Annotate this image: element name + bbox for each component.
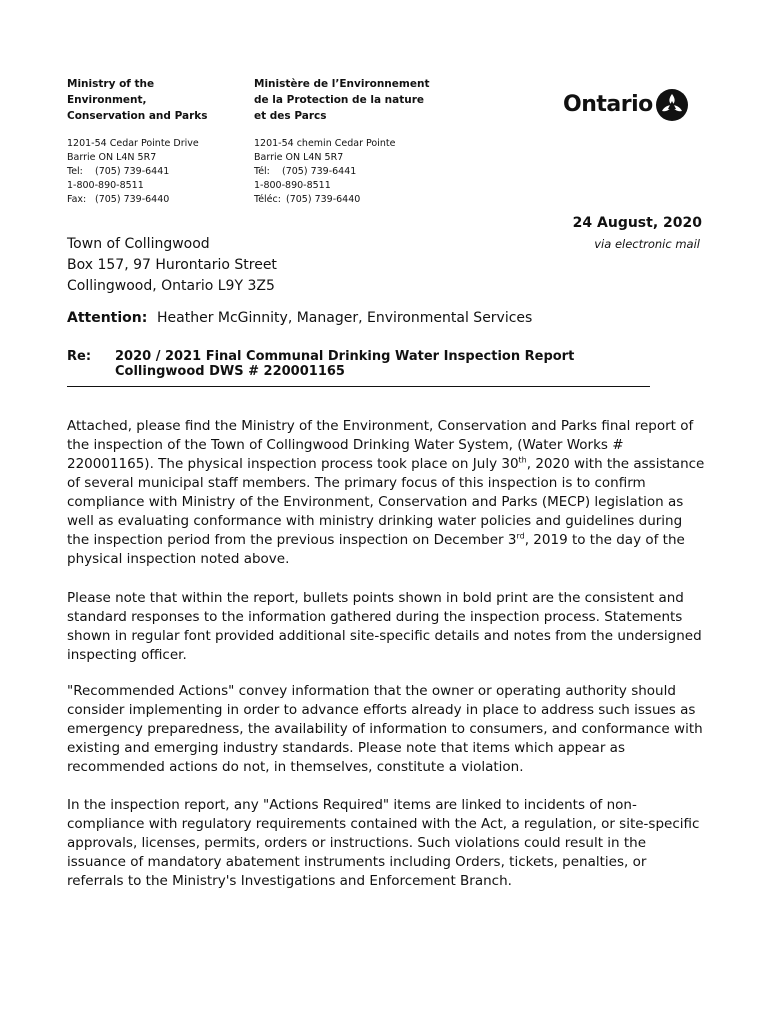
ministry-name-fr: Ministère de l’Environnement de la Protection de la nature et des Parcs xyxy=(254,78,430,122)
body-paragraph-4: In the inspection report, any "Actions Required" items are linked to incidents of non-compliance with regulatory requirements contained with the Act, a regulation, or site-specific approvals, licenses, permits, orders or instructions. Such violations could result in the issuance of mandatory abatement instruments including Orders, tickets, penalties, or referrals to the Ministry's Investigations and Enforcement Branch. xyxy=(67,797,700,889)
subject-line: Re: 2020 / 2021 Final Communal Drinking Water Inspection Report Collingwood DWS # 220001165 xyxy=(67,349,575,379)
ministry-address-en: 1201-54 Cedar Pointe Drive Barrie ON L4N 5R7 Tel: (705) 739-6441 1-800-890-8511 Fax: (705) 739-6440 xyxy=(67,138,199,205)
body-paragraph-2: Please note that within the report, bullets points shown in bold print are the consistent and standard responses to the information gathered during the inspection process. Statements shown in regular font provided additional site-specific details and notes from the undersigned inspecting officer. xyxy=(67,590,702,663)
trillium-icon xyxy=(655,88,689,122)
ministry-address-fr: 1201-54 chemin Cedar Pointe Barrie ON L4N 5R7 Tél: (705) 739-6441 1-800-890-8511 Téléc: (705) 739-6440 xyxy=(254,138,396,205)
body-paragraph-1: Attached, please find the Ministry of the Environment, Conservation and Parks final report of the inspection of the Town of Collingwood Drinking Water System, (Water Works # 220001165). The physical inspection process took place on July 30th, 2020 with the assistance of several municipal staff members. The primary focus of this inspection is to confirm compliance with Ministry of the Environment, Conservation and Parks (MECP) legislation as well as evaluating conformance with ministry drinking water policies and guidelines during the inspection period from the previous inspection on December 3rd, 2019 to the day of the physical inspection noted above. xyxy=(67,418,705,567)
letter-date: 24 August, 2020 xyxy=(572,215,702,231)
attention-line: Attention: Heather McGinnity, Manager, Environmental Services xyxy=(67,310,533,326)
delivery-method: via electronic mail xyxy=(594,237,700,251)
recipient-address: Town of Collingwood Box 157, 97 Hurontario Street Collingwood, Ontario L9Y 3Z5 xyxy=(67,236,277,294)
subject-divider xyxy=(67,386,650,387)
ministry-name-en: Ministry of the Environment, Conservation and Parks xyxy=(67,78,208,122)
ontario-logo: Ontario xyxy=(563,88,693,128)
body-paragraph-3: "Recommended Actions" convey information that the owner or operating authority should consider implementing in order to advance efforts already in place to address such issues as emergency preparedness, the availability of information to consumers, and conformance with existing and emerging industry standards. Please note that items which appear as recommended actions do not, in themselves, constitute a violation. xyxy=(67,683,703,775)
